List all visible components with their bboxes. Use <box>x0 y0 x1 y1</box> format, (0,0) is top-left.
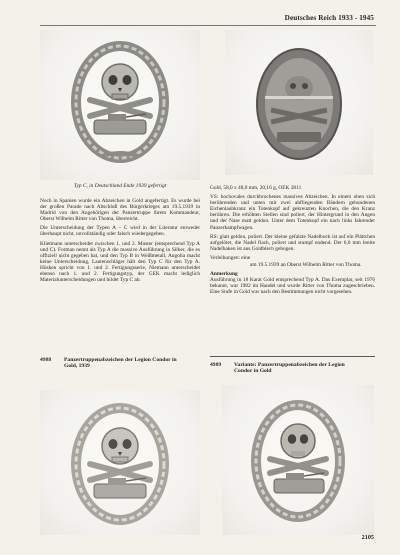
page-number: 2105 <box>361 534 374 541</box>
item-heading <box>40 357 205 370</box>
paragraph: Noch in Spanien wurde ein Abzeichen in Gold angefertigt. Es wurde bei der großen Parade nach Abschluß des Bürgerkrieges am 19.5.1939 in Madrid von den Angehörigen der Panzertruppe ihrem Kommandeur, Oberst Wilhelm Ritter von Thoma, überreicht. <box>40 198 200 223</box>
paragraph: Klietmann unterscheidet zwischen 1. und 2. Muster (entsprechend Typ A und C). Forman nennt als Typ A die massive Ausführung in Silber, die es offiziell nicht gegeben hat, und den Typ B in Weißmetall, Angolia macht keine Unterscheidung, Lautenschläger hält den Typ C für den Typ A. Hüsken spricht von 1. und 2. Fertigungsserie, Niemann unterscheidet ebenso nach 1. und 2. Fertigungstyp, der GEK macht lediglich Materialunterscheidungen und bildet Typ C ab. <box>40 240 200 284</box>
header-rule <box>40 25 376 26</box>
verleihungen-detail: am 19.5.1939 an Oberst Wilhelm Ritter von Thoma. <box>250 262 362 269</box>
badge-image-silver <box>40 30 200 180</box>
badge-photo-top-right <box>225 30 373 175</box>
item-number: 4989 <box>210 362 222 368</box>
item-number: 4988 <box>40 357 52 363</box>
paragraph: RS: glatt geldon, poliert. Der kleine gefalzte Nadelbock ist auf ein Plättchen aufgelötet, die Nadel flach, poliert und stumpf endend. Der 6,0 mm breite Nadelhaken ist aus Goldblech gebogen. <box>210 233 375 252</box>
running-header: Deutsches Reich 1933 - 1945 <box>284 14 374 22</box>
badge-photo-bottom-right <box>222 385 374 535</box>
paragraph: Gold, 58,0 x 48,0 mm, 20,16 g, OEK 3811 <box>210 185 302 191</box>
right-text-column <box>210 185 375 299</box>
item-heading <box>210 362 378 375</box>
badge-photo-top-left <box>40 30 200 180</box>
item-title: Panzertruppenabzeichen der Legion Condor in <box>64 357 177 363</box>
left-text-column <box>40 198 200 286</box>
badge-photo-bottom-left <box>40 390 200 535</box>
item-title: Variante: Panzertruppenabzeichen der Legion <box>234 362 345 368</box>
badge-variant-image <box>222 385 374 535</box>
item-title-continued: Gold, 1939 <box>64 363 90 370</box>
anmerkung-title: Anmerkung <box>210 271 238 278</box>
paragraph: Die Unterscheidung der Typen A – C wird in der Literatur entweder überhaupt nicht, unvollständig oder falsch wiedergegeben. <box>40 225 200 238</box>
item-title-continued: Condor in Gold <box>234 368 272 375</box>
badge-image-gold <box>40 390 200 535</box>
anmerkung-text: Ausführung in 18 Karat Gold entsprechend Typ A. Das Exemplar, seit 1976 bekannt, war 1982 im Handel und wurde Ritter von Thoma zugeschrieben. Eine Stufe in Gold war nach den Bestimmungen nicht vorgesehen. <box>210 277 375 296</box>
section-rule <box>210 356 375 357</box>
verleihungen-label: Verleihungen: eine <box>210 254 251 261</box>
photo-caption: Typ C, in Deutschland Ende 1939 gefertigt <box>73 183 167 189</box>
badge-reverse-image <box>225 30 373 175</box>
paragraph: VS: hochovales durchbrochenes massives Abzeichen. In einem oben sich berührenden und unten mit zwei abfliegenden Bändern gebundenen Eichenlaubkranz ein Totenkopf auf gekreuzten Knochen, die den Kranz berühren. Die erhöhten Stellen sind poliert, der Hintergrund in den Augen und der Nase matt geldon. Unter dem Totenkopf ein nach links fahrender Panzerkampfwagen. <box>210 194 375 231</box>
